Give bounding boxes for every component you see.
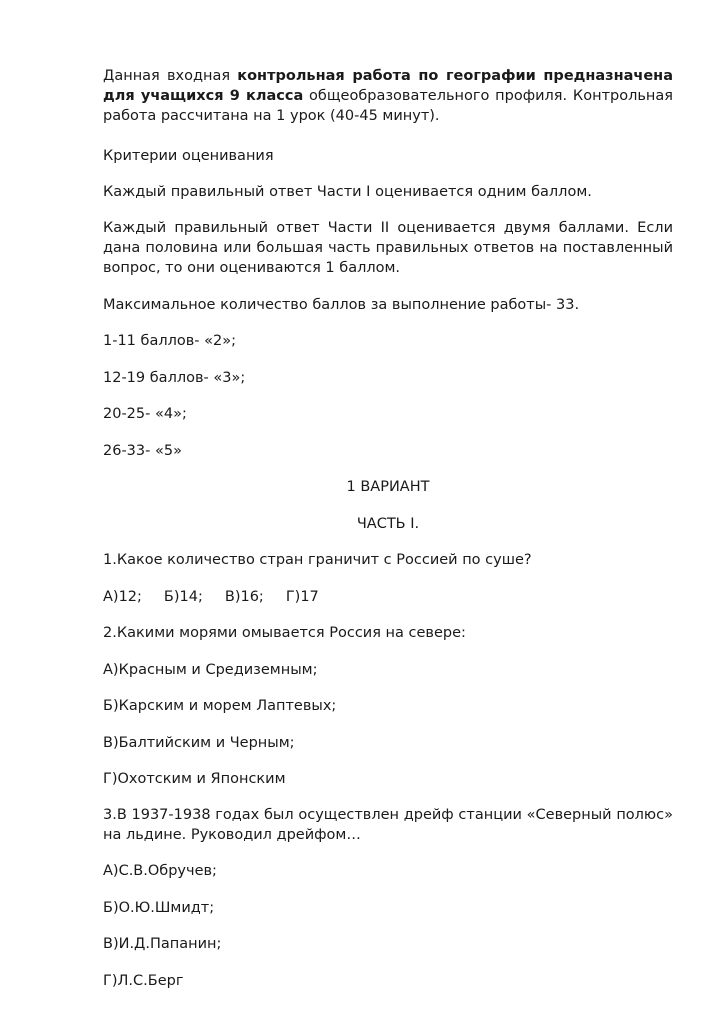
intro-bold: контрольная работа по географии предназначена для учащихся 9 класса — [103, 68, 673, 104]
variant-title: 1 ВАРИАНТ — [346, 479, 430, 495]
option: А)С.В.Обручев; — [103, 863, 217, 879]
question-1-options — [103, 587, 673, 607]
intro-prefix: Данная входная — [103, 68, 238, 84]
option: Б)Карским и морем Лаптевых; — [103, 698, 337, 714]
option: Г)17 — [285, 589, 319, 605]
option: Г)Л.С.Берг — [103, 973, 184, 989]
criteria-heading: Критерии оценивания — [103, 148, 274, 164]
criteria-part1: Каждый правильный ответ Части I оценивается одним баллом. — [103, 184, 592, 200]
grade-1: 1-11 баллов- «2»; — [103, 333, 236, 349]
criteria-part2: Каждый правильный ответ Части II оценивается двумя баллами. Если дана половина или большая часть правильных ответов на поставленный вопрос, то они оцениваются 1 баллом. — [103, 220, 673, 276]
option: А)Красным и Средиземным; — [103, 662, 318, 678]
part-title: ЧАСТЬ I. — [356, 516, 420, 532]
option: А)12; — [103, 589, 142, 605]
criteria-max: Максимальное количество баллов за выполнение работы- 33. — [103, 297, 580, 313]
option: Б)14; — [163, 589, 203, 605]
grade-4: 26-33- «5» — [103, 443, 182, 459]
option: В)И.Д.Папанин; — [103, 936, 222, 952]
option: Б)О.Ю.Шмидт; — [103, 900, 215, 916]
grade-2: 12-19 баллов- «3»; — [103, 370, 246, 386]
document-page — [103, 66, 673, 991]
option: В)Балтийским и Черным; — [103, 735, 295, 751]
question-1: 1.Какое количество стран граничит с Россией по суше? — [103, 552, 532, 568]
question-2: 2.Какими морями омывается Россия на севере: — [103, 625, 466, 641]
question-3: 3.В 1937-1938 годах был осуществлен дрейф станции «Северный полюс» на льдине. Руководил дрейфом… — [103, 807, 673, 843]
option: В)16; — [224, 589, 264, 605]
intro-suffix: общеобразовательного профиля. Контрольная работа рассчитана на 1 урок (40-45 минут). — [103, 88, 673, 124]
intro-paragraph — [103, 66, 673, 126]
grade-3: 20-25- «4»; — [103, 406, 187, 422]
option: Г)Охотским и Японским — [103, 771, 286, 787]
